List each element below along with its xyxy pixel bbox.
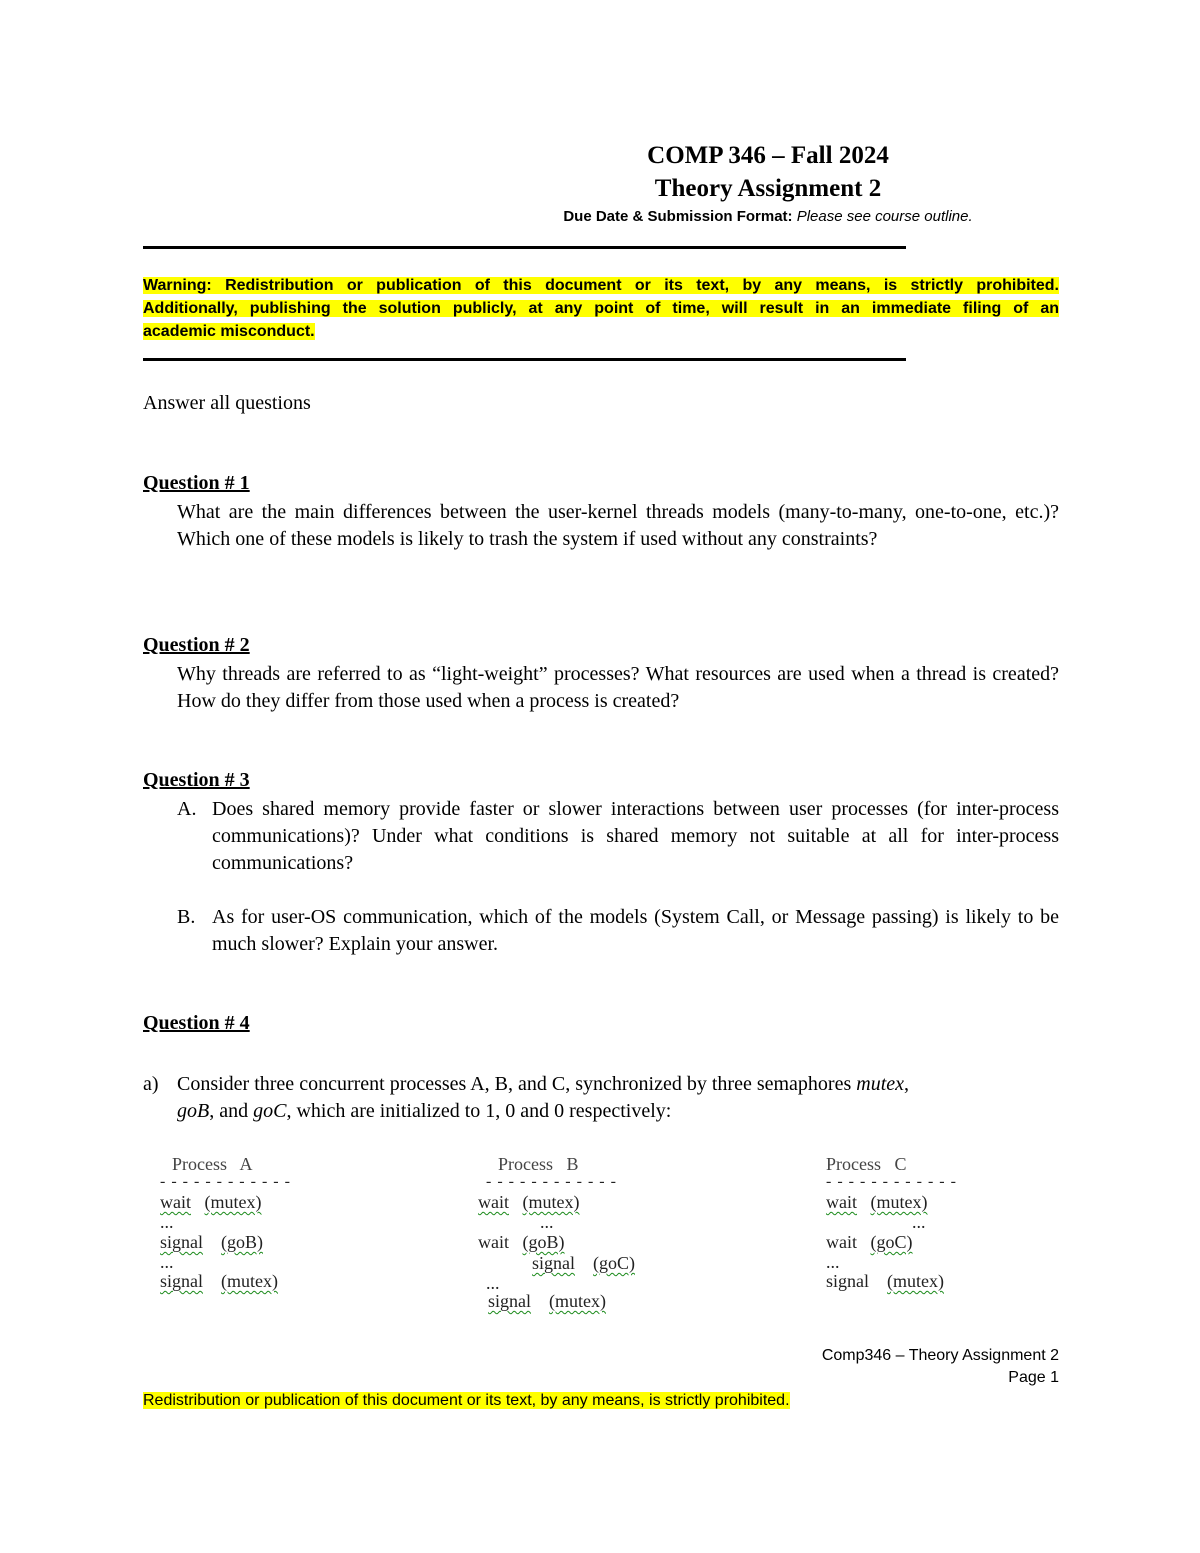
question-1-text: What are the main differences between the user-kernel threads models (many-to-many, one-to-one, etc.)? Which one of these models is likely to trash the system if used without any constraints?: [177, 501, 1059, 550]
due-label: Due Date & Submission Format:: [563, 208, 793, 225]
process-b-l1-op: wait: [478, 1192, 509, 1212]
warning-block: [143, 274, 1059, 343]
footer-notice-text: Redistribution or publication of this document or its text, by any means, is strictly prohibited.: [143, 1392, 790, 1409]
due-value: Please see course outline.: [796, 208, 973, 225]
process-a-title: Process A: [172, 1154, 253, 1174]
question-2-heading: Question # 2: [143, 634, 250, 656]
footer-page-number: Page 1: [1008, 1369, 1059, 1386]
part-a-label: A.: [177, 798, 197, 820]
process-c-dots-1: ...: [912, 1212, 926, 1232]
process-a-line-1: [160, 1192, 261, 1213]
process-b-dashes: - - - - - - - - - - - -: [486, 1173, 617, 1190]
process-c-dots-2: ...: [826, 1252, 840, 1272]
question-2-text: Why threads are referred to as “light-weight” processes? What resources are used when a thread is created? How do they differ from those used when a process is created?: [177, 663, 1059, 712]
process-c-line-2: [826, 1232, 913, 1253]
question-4-part-a-label: a): [143, 1073, 159, 1095]
process-b-line-3: [532, 1253, 635, 1274]
q4-line2-text: , which are initialized to 1, 0 and 0 respectively:: [286, 1100, 672, 1122]
process-a-l1-arg: (mutex): [204, 1192, 262, 1212]
process-a-line-2: [160, 1232, 263, 1253]
process-c-l1-op: wait: [826, 1192, 857, 1212]
process-b-dots-2: ...: [486, 1273, 500, 1293]
question-3-part-a: [177, 796, 1059, 878]
q4-line1-text: Consider three concurrent processes A, B, and C, synchronized by three semaphores: [177, 1073, 857, 1095]
process-b-l3-arg: (goC): [593, 1253, 635, 1273]
course-title: COMP 346 – Fall 2024: [647, 142, 889, 169]
question-4-heading: Question # 4: [143, 1012, 250, 1034]
process-b-line-2: [478, 1232, 565, 1253]
process-b-l4-op: signal: [488, 1291, 531, 1311]
intro-text: Answer all questions: [143, 392, 311, 414]
process-b-line-4: [488, 1291, 606, 1312]
q4-goC: goC: [253, 1100, 287, 1122]
part-a-text: Does shared memory provide faster or slower interactions between user processes (for inter-process communications)? Under what conditions is shared memory not suitable at all for inter-process communications?: [212, 798, 1059, 874]
process-a-l3-op: signal: [160, 1271, 203, 1291]
question-1-heading: Question # 1: [143, 472, 250, 494]
footer-doc-name: Comp346 – Theory Assignment 2: [821, 1347, 1059, 1364]
process-c-title: Process C: [826, 1154, 907, 1174]
process-a-l2-op: signal: [160, 1232, 203, 1252]
bottom-rule: [143, 358, 906, 361]
q4-goB: goB: [177, 1100, 210, 1122]
process-b-l1-arg: (mutex): [522, 1192, 580, 1212]
process-c-line-1: [826, 1192, 927, 1213]
process-a-l3-arg: (mutex): [221, 1271, 278, 1291]
process-a-dashes: - - - - - - - - - - - -: [160, 1173, 291, 1190]
process-c-line-3: [826, 1271, 944, 1292]
process-a-l1-op: wait: [160, 1192, 191, 1212]
question-4-part-a-text: [177, 1071, 1059, 1125]
process-b-line-1: [478, 1192, 579, 1213]
q4-and: , and: [209, 1100, 254, 1122]
process-c-l1-arg: (mutex): [870, 1192, 928, 1212]
q4-mutex: mutex: [856, 1073, 905, 1095]
top-rule: [143, 246, 906, 249]
process-a-line-3: [160, 1271, 278, 1292]
process-a-dots-2: ...: [160, 1252, 174, 1272]
part-b-label: B.: [177, 906, 196, 928]
process-c-l3-arg: (mutex): [887, 1271, 944, 1291]
process-a-l2-arg: (goB): [221, 1232, 263, 1252]
process-c-dashes: - - - - - - - - - - - -: [826, 1173, 957, 1190]
process-b-title: Process B: [498, 1154, 579, 1174]
warning-line-2: Additionally, publishing the solution publicly, at any point of time, will result in an immediate filing of an: [143, 300, 1059, 317]
process-c-l2-arg: (goC): [870, 1232, 913, 1252]
warning-line-1: Warning: Redistribution or publication of this document or its text, by any means, is strictly prohibited.: [143, 277, 1059, 294]
q4-comma: ,: [904, 1073, 910, 1095]
assignment-title: Theory Assignment 2: [654, 175, 882, 202]
question-3-part-b: [177, 904, 1059, 960]
due-date-line: [0, 208, 1200, 225]
question-3-heading: Question # 3: [143, 769, 250, 791]
part-b-text: As for user-OS communication, which of the models (System Call, or Message passing) is likely to be much slower? Explain your answer.: [212, 906, 1059, 955]
process-b-l2-op: wait: [478, 1232, 509, 1252]
process-b-dots-1: ...: [540, 1212, 554, 1232]
process-b-l4-arg: (mutex): [549, 1291, 606, 1311]
process-b-l3-op: signal: [532, 1253, 575, 1273]
footer-notice: [143, 1392, 790, 1410]
warning-line-3: academic misconduct.: [143, 323, 315, 340]
process-a-dots-1: ...: [160, 1212, 174, 1232]
process-c-l3-op: signal: [826, 1271, 869, 1291]
process-b-l2-arg: (goB): [522, 1232, 565, 1252]
process-c-l2-op: wait: [826, 1232, 857, 1252]
